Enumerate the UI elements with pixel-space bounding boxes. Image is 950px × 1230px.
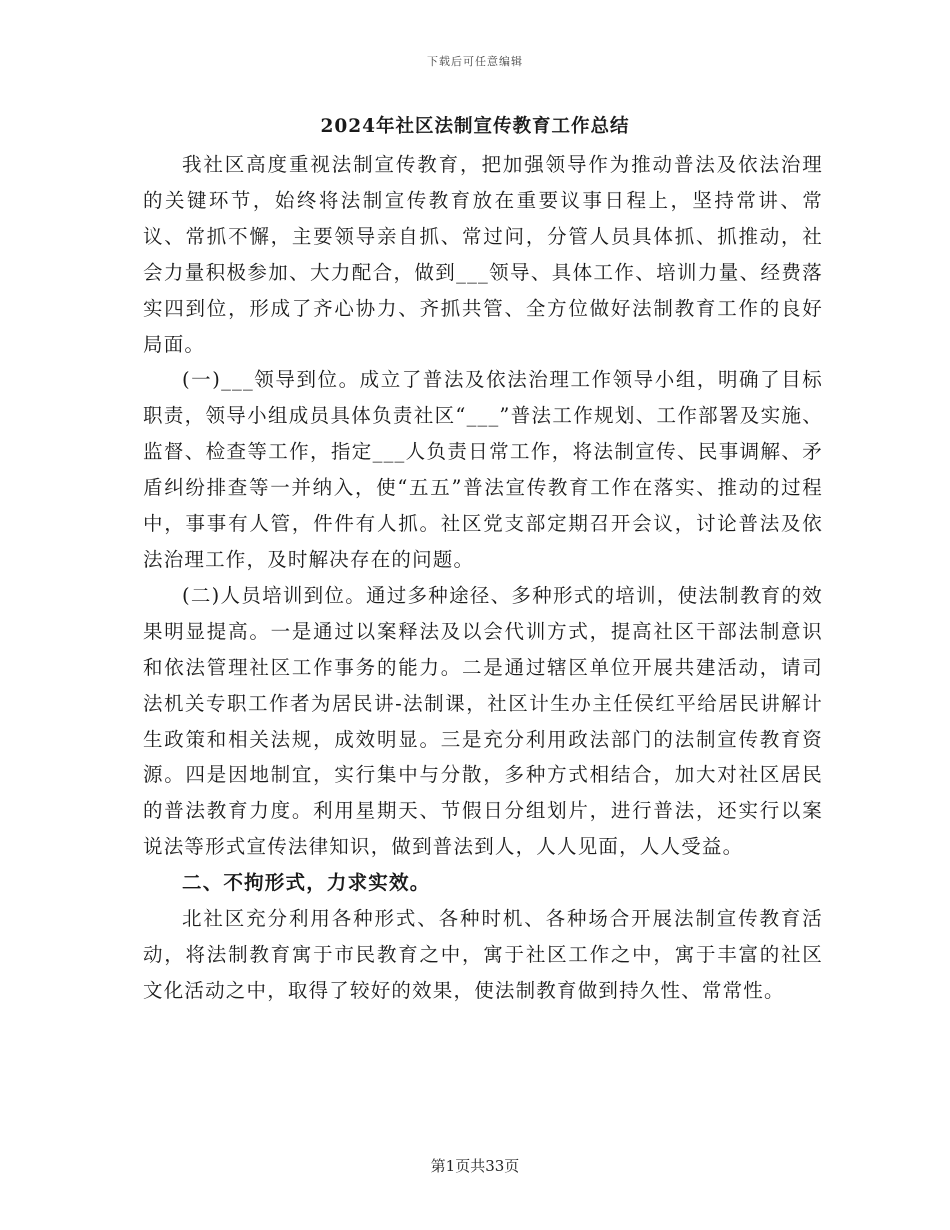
document-title: 2024年社区法制宣传教育工作总结 [320,116,630,137]
paragraph-leadership: (一)___领导到位。成立了普法及依法治理工作领导小组，明确了目标职责，领导小组成员具体负责社区“___”普法工作规划、工作部署及实施、监督、检查等工作，指定___人负责日常工作，将法制宣传、民事调解、矛盾纠纷排查等一并纳入，使“五五”普法宣传教育工作在落实、推动的过程中，事事有人管，件件有人抓。社区党支部定期召开会议，讨论普法及依法治理工作，及时解决存在的问题。 [143,368,823,571]
document-body [143,147,823,1009]
header-note: 下载后可任意编辑 [427,55,523,68]
paragraph-activities: 北社区充分利用各种形式、各种时机、各种场合开展法制宣传教育活动，将法制教育寓于市民教育之中，寓于社区工作之中，寓于丰富的社区文化活动之中，取得了较好的效果，使法制教育做到持久性、常常性。 [143,907,823,1002]
section-heading: 二、不拘形式，力求实效。 [182,871,431,895]
page-footer: 第1页共33页 [430,1157,520,1175]
paragraph-intro: 我社区高度重视法制宣传教育，把加强领导作为推动普法及依法治理的关键环节，始终将法制宣传教育放在重要议事日程上，坚持常讲、常议、常抓不懈，主要领导亲自抓、常过问，分管人员具体抓、抓推动，社会力量积极参加、大力配合，做到___领导、具体工作、培训力量、经费落实四到位，形成了齐心协力、齐抓共管、全方位做好法制教育工作的良好局面。 [143,153,823,356]
paragraph-training: (二)人员培训到位。通过多种途径、多种形式的培训，使法制教育的效果明显提高。一是通过以案释法及以会代训方式，提高社区干部法制意识和依法管理社区工作事务的能力。二是通过辖区单位开展共建活动，请司法机关专职工作者为居民讲-法制课，社区计生办主任侯红平给居民讲解计生政策和相关法规，成效明显。三是充分利用政法部门的法制宣传教育资源。四是因地制宜，实行集中与分散，多种方式相结合，加大对社区居民的普法教育力度。利用星期天、节假日分组划片，进行普法，还实行以案说法等形式宣传法律知识，做到普法到人，人人见面，人人受益。 [143,583,823,859]
